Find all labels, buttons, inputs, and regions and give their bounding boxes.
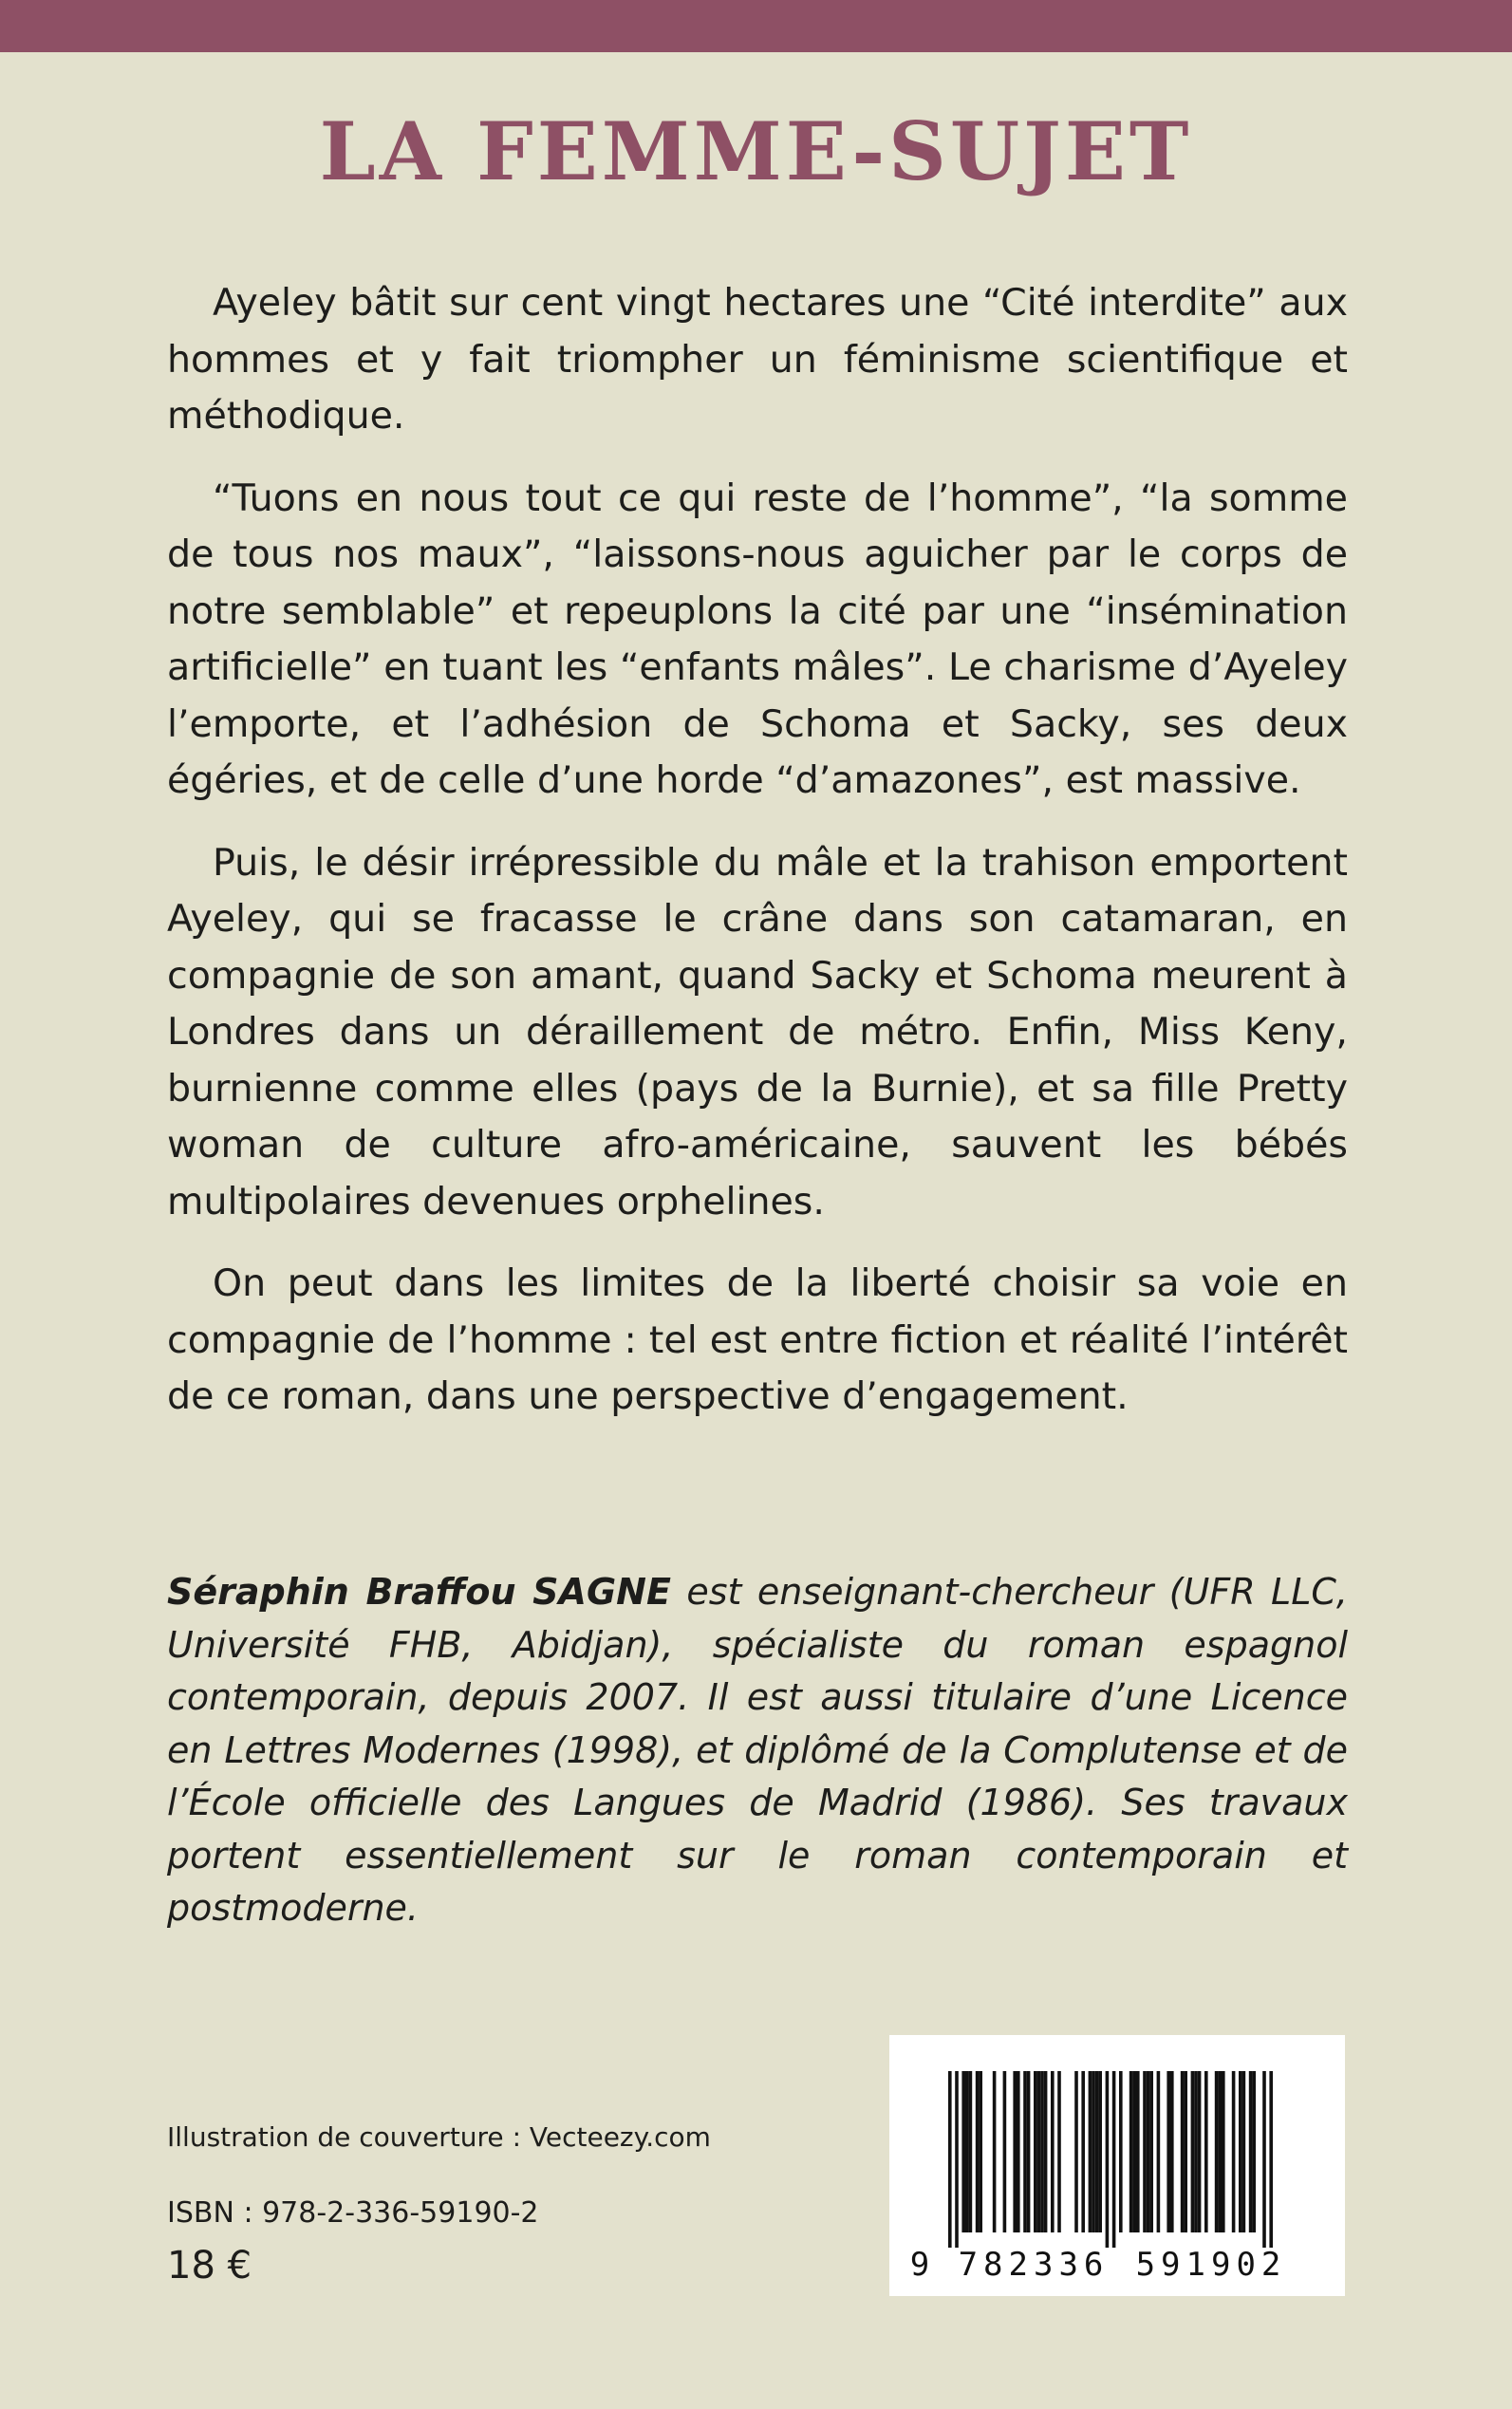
synopsis-paragraph-2: “Tuons en nous tout ce qui reste de l’homme”, “la somme de tous nos maux”, “laissons-nous aguicher par le corps de notre semblable” et repeuplons la cité par une “insémination artificielle” en tuant les “enfants mâles”. Le charisme d’Ayeley l’emporte, et l’adhésion de Schoma et Sacky, ses deux égéries, et de celle d’une horde “d’amazones”, est massive. bbox=[167, 476, 1348, 802]
barcode-bar bbox=[1242, 2071, 1246, 2232]
barcode-bar bbox=[1218, 2071, 1222, 2232]
barcode-bar bbox=[1204, 2071, 1208, 2232]
barcode-bar bbox=[965, 2071, 969, 2232]
synopsis bbox=[167, 275, 1348, 1451]
illustration-credit: Illustration de couverture : Vecteezy.com bbox=[167, 2121, 711, 2153]
barcode-bar bbox=[1184, 2071, 1187, 2232]
barcode-bar bbox=[1181, 2071, 1185, 2232]
barcode-bar bbox=[1119, 2071, 1123, 2232]
barcode-bar bbox=[955, 2071, 959, 2248]
barcode-bar bbox=[1147, 2071, 1150, 2232]
barcode-bar bbox=[1132, 2071, 1136, 2232]
barcode-bar bbox=[1023, 2071, 1027, 2232]
barcode-bar bbox=[1037, 2071, 1041, 2232]
barcode-bar bbox=[1013, 2071, 1017, 2232]
barcode-bar bbox=[1269, 2071, 1273, 2248]
barcode-bar bbox=[1095, 2071, 1099, 2232]
synopsis-paragraph-1: Ayeley bâtit sur cent vingt hectares une “Cité interdite” aux hommes et y fait triompher un féminisme scientifique et méthodique. bbox=[167, 281, 1348, 438]
barcode-bar bbox=[1252, 2071, 1256, 2232]
barcode-bar bbox=[1239, 2071, 1242, 2232]
book-title: LA FEMME-SUJET bbox=[319, 104, 1193, 198]
barcode-bar bbox=[948, 2071, 952, 2248]
barcode-bar bbox=[1143, 2071, 1147, 2232]
barcode-bar bbox=[1098, 2071, 1102, 2232]
barcode-bar bbox=[1074, 2071, 1078, 2232]
isbn: ISBN : 978-2-336-59190-2 bbox=[167, 2196, 539, 2230]
barcode-bar bbox=[1034, 2071, 1037, 2232]
price: 18 € bbox=[167, 2244, 252, 2288]
barcode-bar bbox=[993, 2071, 997, 2232]
barcode-bar bbox=[1081, 2071, 1085, 2232]
barcode-bar bbox=[1191, 2071, 1195, 2232]
barcode-bar bbox=[1051, 2071, 1055, 2232]
barcode-bar bbox=[1027, 2071, 1031, 2232]
barcode-bar bbox=[1262, 2071, 1266, 2248]
barcode-bar bbox=[1017, 2071, 1020, 2232]
barcode-bar bbox=[1249, 2071, 1253, 2232]
barcode-bar bbox=[976, 2071, 980, 2232]
author-name: Séraphin Braffou SAGNE bbox=[167, 1571, 671, 1613]
barcode-bar bbox=[1112, 2071, 1116, 2248]
barcode-bar bbox=[1040, 2071, 1044, 2232]
barcode-bar bbox=[1136, 2071, 1140, 2232]
barcode-bar bbox=[1170, 2071, 1174, 2232]
author-bio-text: est enseignant-chercheur (UFR LLC, Université FHB, Abidjan), spécialiste du roman espagnol contemporain, depuis 2007. Il est aussi titulaire d’une Licence en Lettres Modernes (1998), et diplômé de la Complutense et de l’École officielle des Langues de Madrid (1986). Ses travaux portent essentiellement sur le roman contemporain et postmoderne. bbox=[167, 1571, 1349, 1929]
barcode-bar bbox=[1149, 2071, 1153, 2232]
barcode-bars bbox=[948, 2071, 1273, 2248]
barcode-bar bbox=[1057, 2071, 1061, 2232]
barcode-first-digit: 9 bbox=[909, 2246, 930, 2284]
top-color-band bbox=[0, 0, 1512, 52]
barcode-right-digits: 591902 bbox=[1135, 2246, 1287, 2284]
barcode-bar bbox=[1092, 2071, 1095, 2232]
barcode-bar bbox=[979, 2071, 982, 2232]
synopsis-paragraph-4: On peut dans les limites de la liberté choisir sa voie en compagnie de l’homme : tel est entre fiction et réalité l’intérêt de ce roman, dans une perspective d’engagement. bbox=[167, 1261, 1348, 1418]
synopsis-paragraph-3: Puis, le désir irrépressible du mâle et la trahison emportent Ayeley, qui se fracasse le crâne dans son catamaran, en compagnie de son amant, quand Sacky et Schoma meurent à Londres dans un déraillement de métro. Enfin, Miss Keny, burnienne comme elles (pays de la Burnie), et sa fille Pretty woman de culture afro-américaine, sauvent les bébés multipolaires devenues orphelines. bbox=[167, 840, 1348, 1223]
barcode-bar bbox=[1215, 2071, 1219, 2232]
barcode-bar bbox=[1003, 2071, 1007, 2232]
barcode-bar bbox=[1129, 2071, 1133, 2232]
barcode-bar bbox=[1194, 2071, 1198, 2232]
barcode-bar bbox=[1198, 2071, 1202, 2232]
barcode-bar bbox=[1157, 2071, 1161, 2232]
barcode-bar bbox=[961, 2071, 965, 2232]
barcode-bar bbox=[1167, 2071, 1170, 2232]
barcode-bar bbox=[1089, 2071, 1092, 2232]
barcode bbox=[889, 2035, 1345, 2296]
barcode-graphic bbox=[889, 2035, 1345, 2296]
barcode-left-digits: 782336 bbox=[958, 2246, 1110, 2284]
barcode-bar bbox=[969, 2071, 973, 2232]
author-bio bbox=[167, 1566, 1348, 1935]
barcode-bar bbox=[1106, 2071, 1110, 2248]
barcode-bar bbox=[1232, 2071, 1236, 2232]
barcode-bar bbox=[1044, 2071, 1048, 2232]
barcode-bar bbox=[1222, 2071, 1225, 2232]
